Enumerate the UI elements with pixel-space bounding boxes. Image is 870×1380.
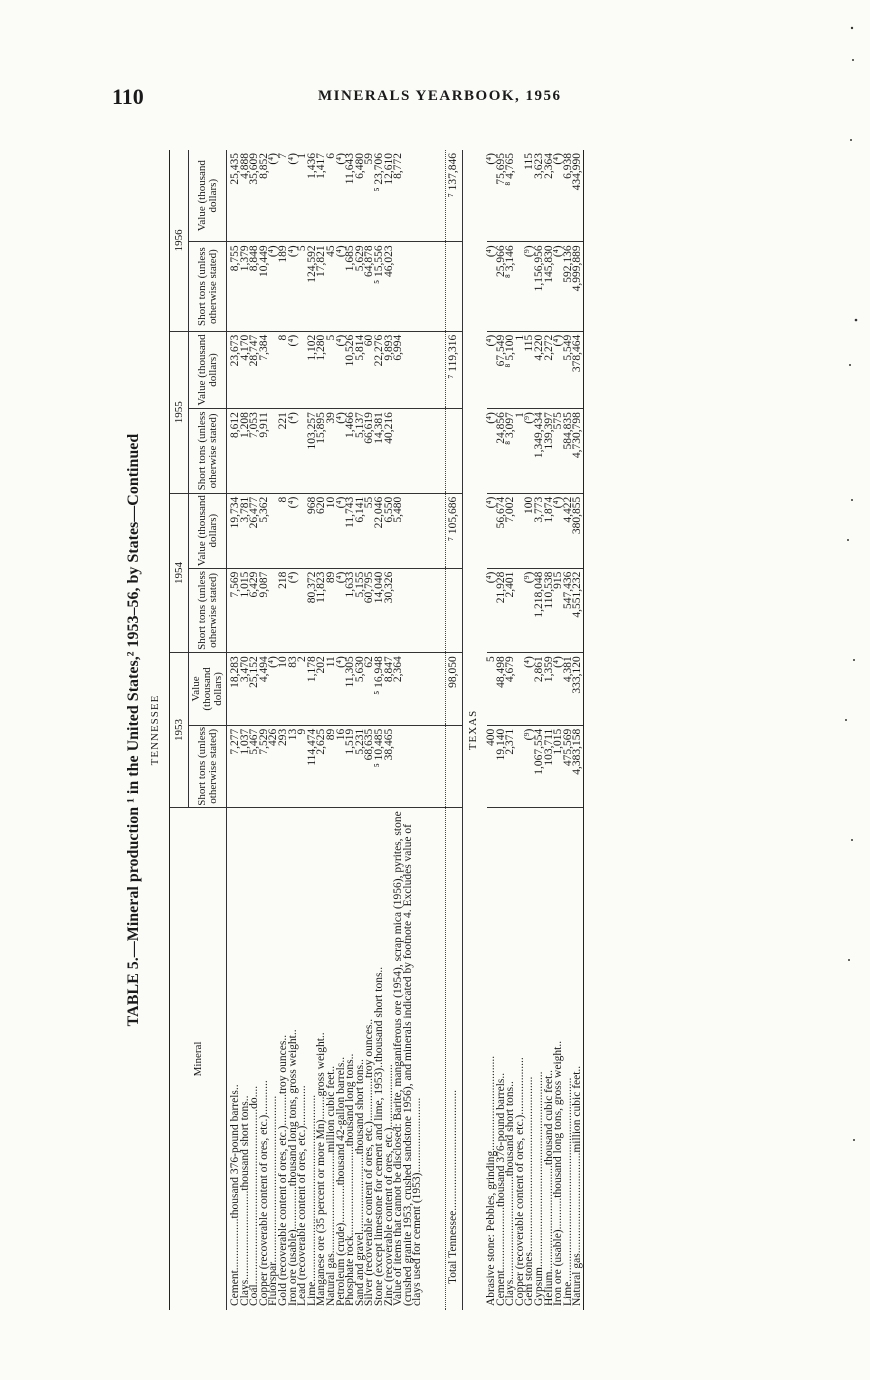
short-tons-cell: 9,911	[260, 409, 270, 494]
value-cell: (⁴)	[337, 653, 347, 726]
mineral-name: Helium.....................................thousand cubic feet..	[542, 1069, 555, 1306]
value-cell: 5	[327, 331, 337, 408]
state-heading-row	[463, 150, 487, 1310]
mineral-name: Gypsum....................................................................	[533, 1071, 546, 1306]
value-cell: 378,464	[573, 331, 583, 408]
value-cell: 7,384	[260, 331, 270, 408]
value-cell: 8,852	[260, 150, 270, 242]
short-tons-cell: 426	[269, 725, 279, 807]
short-tons-cell: 7,277	[227, 725, 241, 807]
value-cell: 10	[279, 653, 289, 726]
short-tons-cell: 4,730,798	[573, 409, 583, 494]
short-tons-cell: (⁴)	[554, 242, 564, 331]
short-tons-cell: 5,467	[250, 725, 260, 807]
value-cell: 115	[525, 331, 535, 408]
value-cell: 1,359	[545, 653, 555, 726]
value-cell: (⁴)	[337, 150, 347, 242]
value-cell: 18,283	[227, 653, 241, 726]
page-number: 110	[112, 84, 144, 109]
short-tons-cell: (⁴)	[487, 242, 497, 331]
value-cell: ⁷ 137,846	[445, 150, 463, 242]
short-tons-cell: 5	[298, 242, 308, 331]
short-tons-cell: 89	[327, 568, 337, 653]
mineral-name: Stone (except limestone for cement and lime, 1953)..thousand short tons..	[372, 966, 385, 1306]
short-tons-cell: 293	[279, 725, 289, 807]
value-cell: 2	[298, 653, 308, 726]
value-cell: 4,494	[260, 653, 270, 726]
mineral-name: Sand and gravel...........................thousand short tons..	[353, 1059, 366, 1306]
short-tons-cell: 39	[327, 409, 337, 494]
short-tons-cell: 17,821	[317, 242, 327, 331]
short-tons-cell: 45	[327, 242, 337, 331]
short-tons-cell: 13	[289, 725, 299, 807]
value-cell: 12,610	[385, 150, 395, 242]
mineral-name: Lime.......................................................................	[561, 1077, 574, 1306]
short-tons-cell	[394, 409, 423, 494]
short-tons-cell: 1,037	[241, 725, 251, 807]
value-cell: (⁴)	[554, 331, 564, 408]
short-tons-cell: 46,023	[385, 242, 395, 331]
short-tons-cell: 8,755	[227, 242, 241, 331]
value-header: Value (thousand dollars)	[189, 331, 227, 408]
mineral-name: Phosphate rock...............................thousand long tons..	[344, 1053, 357, 1306]
value-cell: 4,888	[241, 150, 251, 242]
table-row	[573, 150, 583, 1310]
mineral-name: Lead (recoverable content of ores, etc.)..............	[296, 1085, 309, 1306]
mineral-name: Coal.............................................................do....	[248, 1085, 261, 1306]
short-tons-cell	[445, 725, 463, 807]
value-cell: 6,994	[394, 331, 423, 408]
value-cell: 19,734	[227, 493, 241, 568]
short-tons-cell: 4,383,158	[573, 725, 583, 807]
scan-noise	[838, 20, 860, 1320]
value-cell: 333,120	[573, 653, 583, 726]
value-cell: 1	[516, 331, 526, 408]
value-cell: 2,364	[545, 150, 555, 242]
short-tons-cell: 103,711	[545, 725, 555, 807]
short-tons-cell: 8,612	[227, 409, 241, 494]
short-tons-cell: 1,015	[554, 725, 564, 807]
texas-rows	[463, 150, 584, 1310]
rotated-table-block	[125, 150, 800, 1310]
mineral-name: Natural gas...................................million cubic feet..	[324, 1065, 337, 1306]
value-cell: 3,781	[241, 493, 251, 568]
value-cell: 5,814	[356, 331, 366, 408]
value-cell: 620	[317, 493, 327, 568]
value-cell: 5,480	[394, 493, 423, 568]
short-tons-header: Short tons (unless otherwise stated)	[189, 242, 227, 331]
short-tons-cell: ⁵ 15,556	[375, 242, 385, 331]
mineral-name: Abrasive stone: Pebbles, grinding.................................	[485, 1055, 498, 1306]
value-cell: 1,280	[317, 331, 327, 408]
short-tons-cell: (⁹)	[525, 242, 535, 331]
mineral-name: Copper (recoverable content of ores, etc.)............	[257, 1080, 270, 1306]
value-cell	[269, 493, 279, 568]
spacer-row	[423, 150, 446, 1310]
value-cell: 5,630	[356, 653, 366, 726]
value-cell: 4,220	[535, 331, 545, 408]
mineral-name: Gold (recoverable content of ores, etc.)...........troy ounces..	[276, 1034, 289, 1306]
short-tons-cell: 5,231	[356, 725, 366, 807]
short-tons-cell: 6,429	[250, 568, 260, 653]
value-cell: 11	[327, 653, 337, 726]
value-cell: 23,673	[227, 331, 241, 408]
value-cell: 6,938	[564, 150, 574, 242]
value-cell: 5,549	[564, 331, 574, 408]
value-cell: (⁴)	[487, 150, 497, 242]
running-head: MINERALS YEARBOOK, 1956	[318, 88, 562, 104]
value-cell: 56,674	[497, 493, 507, 568]
value-cell: 2,272	[545, 331, 555, 408]
value-cell: (⁴)	[487, 493, 497, 568]
short-tons-cell: (⁴)	[337, 568, 347, 653]
value-cell: ⁸ 4,765	[506, 150, 516, 242]
value-cell: 115	[525, 150, 535, 242]
value-cell: 55	[365, 493, 375, 568]
short-tons-cell: ⁸ 3,146	[506, 242, 516, 331]
table-row	[394, 150, 423, 1310]
value-cell: 11,305	[346, 653, 356, 726]
short-tons-header: Short tons (unless otherwise stated)	[189, 409, 227, 494]
short-tons-cell: 66,619	[365, 409, 375, 494]
short-tons-cell: 103,257	[308, 409, 318, 494]
mineral-production-table	[169, 150, 584, 1310]
value-cell: 8,847	[385, 653, 395, 726]
value-header: Value (thousand dollars)	[189, 150, 227, 242]
value-cell: 59	[365, 150, 375, 242]
mineral-name: Manganese ore (35 percent or more Mn)........gross weight..	[315, 1032, 328, 1306]
value-cell: 6,141	[356, 493, 366, 568]
value-cell: ⁷ 105,686	[445, 493, 463, 568]
short-tons-cell: 575	[554, 409, 564, 494]
value-cell: 1,417	[317, 150, 327, 242]
value-cell: ⁵ 23,706	[375, 150, 385, 242]
short-tons-cell: 1,633	[346, 568, 356, 653]
value-header: Value (thousand dollars)	[189, 653, 227, 726]
mineral-name: Cement..................thousand 376-pound barrels..	[229, 1084, 241, 1306]
short-tons-cell: (⁴)	[487, 409, 497, 494]
short-tons-cell: 915	[554, 568, 564, 653]
short-tons-cell: 89	[327, 725, 337, 807]
short-tons-cell: 14,040	[375, 568, 385, 653]
value-cell: (⁴)	[289, 493, 299, 568]
mineral-name: Iron ore (usable)...............thousand long tons, gross weight..	[286, 1029, 299, 1306]
value-cell: 3,623	[535, 150, 545, 242]
short-tons-cell: (⁴)	[337, 242, 347, 331]
value-cell: 5	[487, 653, 497, 726]
value-cell: 1,102	[308, 331, 318, 408]
tennessee-rows	[227, 150, 463, 1310]
short-tons-cell: 19,140	[497, 725, 507, 807]
value-cell: 2,861	[535, 653, 545, 726]
table-title: TABLE 5.—Mineral production ¹ in the United States,² 1953–56, by States—Continued	[125, 433, 142, 1027]
value-cell: 1,436	[308, 150, 318, 242]
short-tons-cell: (⁴)	[289, 568, 299, 653]
value-cell: 11,743	[346, 493, 356, 568]
short-tons-cell: 189	[279, 242, 289, 331]
mineral-name: Clays...............................thousand short tons..	[238, 1095, 251, 1306]
short-tons-cell: (⁴)	[289, 409, 299, 494]
value-cell: 35,609	[250, 150, 260, 242]
short-tons-cell: 1,218,048	[535, 568, 545, 653]
value-cell: 10	[327, 493, 337, 568]
short-tons-cell: 60,795	[365, 568, 375, 653]
value-cell: 8	[279, 331, 289, 408]
short-tons-cell: 1,519	[346, 725, 356, 807]
mineral-name: Natural gas...................................million cubic feet..	[573, 807, 583, 1310]
value-cell: 28,747	[250, 331, 260, 408]
short-tons-cell: 5,629	[356, 242, 366, 331]
short-tons-cell: (⁹)	[525, 568, 535, 653]
short-tons-cell: 145,830	[545, 242, 555, 331]
year-header: 1954	[170, 493, 189, 652]
value-cell: (⁴)	[337, 493, 347, 568]
total-row	[445, 150, 463, 1310]
short-tons-cell: ⁵ 10,485	[375, 725, 385, 807]
value-cell: 100	[525, 493, 535, 568]
value-cell: 10,526	[346, 331, 356, 408]
mineral-name: Fluorspar..........................................................	[267, 1095, 280, 1306]
value-cell: 26,477	[250, 493, 260, 568]
short-tons-cell: (⁴)	[487, 568, 497, 653]
value-cell: 1,178	[308, 653, 318, 726]
short-tons-cell: 114,474	[308, 725, 318, 807]
year-header: 1953	[170, 653, 189, 808]
value-cell	[269, 331, 279, 408]
short-tons-cell: 10,449	[260, 242, 270, 331]
short-tons-cell	[445, 409, 463, 494]
short-tons-cell: 110,538	[545, 568, 555, 653]
short-tons-cell: (⁴)	[289, 242, 299, 331]
short-tons-cell: 221	[279, 409, 289, 494]
short-tons-cell: 5,155	[356, 568, 366, 653]
value-cell: (⁴)	[487, 331, 497, 408]
short-tons-cell: 9	[298, 725, 308, 807]
value-cell: 11,643	[346, 150, 356, 242]
value-cell: 380,855	[573, 493, 583, 568]
short-tons-cell: 9,087	[260, 568, 270, 653]
value-cell: 1	[298, 150, 308, 242]
short-tons-cell: 4,999,889	[573, 242, 583, 331]
short-tons-cell: 2,625	[317, 725, 327, 807]
short-tons-cell: 80,372	[308, 568, 318, 653]
mineral-name: Gem stones.............................................................	[523, 1076, 536, 1306]
value-cell: (⁴)	[554, 493, 564, 568]
short-tons-cell: 218	[279, 568, 289, 653]
value-cell: 4,679	[506, 653, 516, 726]
short-tons-cell: 40,216	[385, 409, 395, 494]
value-cell: 7,002	[506, 493, 516, 568]
value-cell: 3,470	[241, 653, 251, 726]
short-tons-cell: 4,551,232	[573, 568, 583, 653]
mineral-name: Lime.................................................................	[305, 1094, 318, 1306]
mineral-name: Clays....................................thousand short tons..	[504, 1081, 517, 1306]
short-tons-cell: 1,015	[241, 568, 251, 653]
short-tons-cell: 592,136	[564, 242, 574, 331]
short-tons-cell: ⁸ 3,097	[506, 409, 516, 494]
short-tons-cell: 68,635	[365, 725, 375, 807]
short-tons-cell: 1,208	[241, 409, 251, 494]
mineral-column-header: Mineral	[170, 807, 227, 1310]
short-tons-cell: (⁹)	[525, 725, 535, 807]
short-tons-cell	[445, 568, 463, 653]
value-cell: 6,550	[385, 493, 395, 568]
short-tons-cell: 7,053	[250, 409, 260, 494]
value-cell: (⁴)	[337, 331, 347, 408]
short-tons-cell: (⁴)	[337, 409, 347, 494]
short-tons-cell: 25,966	[497, 242, 507, 331]
short-tons-cell: 38,465	[385, 725, 395, 807]
short-tons-cell: 8,848	[250, 242, 260, 331]
value-cell: 8,772	[394, 150, 423, 242]
short-tons-cell	[394, 242, 423, 331]
value-cell: 968	[308, 493, 318, 568]
value-cell: (⁴)	[269, 150, 279, 242]
value-cell: (⁴)	[289, 331, 299, 408]
short-tons-cell: 64,878	[365, 242, 375, 331]
short-tons-cell: 1,349,434	[535, 409, 545, 494]
mineral-name: Silver (recoverable content of ores, etc.)...............troy ounces..	[363, 1018, 376, 1306]
value-cell: 4,170	[241, 331, 251, 408]
value-cell: 98,050	[445, 653, 463, 726]
short-tons-cell: 2,401	[506, 568, 516, 653]
mineral-name: Total Tennessee..........................................	[445, 807, 463, 1310]
short-tons-cell: 15,895	[317, 409, 327, 494]
value-cell: (⁴)	[554, 150, 564, 242]
mineral-name: Cement......................thousand 376-pound barrels..	[494, 1072, 507, 1306]
short-tons-cell: 124,592	[308, 242, 318, 331]
value-cell: 6,480	[356, 150, 366, 242]
short-tons-cell: 547,436	[564, 568, 574, 653]
year-header: 1955	[170, 331, 189, 493]
short-tons-cell: (⁴)	[269, 242, 279, 331]
value-cell: 1,874	[545, 493, 555, 568]
short-tons-cell: 400	[487, 725, 497, 807]
short-tons-cell: 11,823	[317, 568, 327, 653]
mineral-name: Zinc (recoverable content of ores, etc.)......................	[382, 1064, 395, 1306]
short-tons-cell: 1,067,554	[535, 725, 545, 807]
state-heading-texas: TEXAS	[463, 150, 487, 1310]
short-tons-cell: 5,137	[356, 409, 366, 494]
short-tons-cell: 475,569	[564, 725, 574, 807]
value-cell: 9,893	[385, 331, 395, 408]
value-cell: 5,362	[260, 493, 270, 568]
short-tons-header: Short tons (unless otherwise stated)	[189, 568, 227, 653]
short-tons-cell: 1	[516, 409, 526, 494]
value-cell: (⁴)	[289, 150, 299, 242]
short-tons-cell: 21,928	[497, 568, 507, 653]
short-tons-cell: 7,529	[260, 725, 270, 807]
value-cell: 48,498	[497, 653, 507, 726]
value-cell: 62	[365, 653, 375, 726]
mineral-name: Value of items that cannot be disclosed: Barite, manganiferous ore (1954), scrap mica (1956), pyrites, stone (crushed granite 1953, crushed sandstone 1956), and minerals indicated by footnote 4. Excludes value of clays used for cement (1953)..........................	[392, 811, 424, 1306]
short-tons-cell	[394, 725, 423, 807]
short-tons-cell: 7,569	[227, 568, 241, 653]
value-cell: (⁴)	[269, 653, 279, 726]
short-tons-cell: 14,381	[375, 409, 385, 494]
year-header: 1956	[170, 150, 189, 331]
short-tons-cell: 30,326	[385, 568, 395, 653]
short-tons-cell: 1,466	[346, 409, 356, 494]
value-cell: (⁴)	[554, 653, 564, 726]
value-cell: 22,276	[375, 331, 385, 408]
mineral-name: Iron ore (usable)...........thousand long tons, gross weight..	[552, 1040, 565, 1306]
value-cell: ⁷ 119,316	[445, 331, 463, 408]
value-cell: (⁴)	[525, 653, 535, 726]
short-tons-cell: 24,856	[497, 409, 507, 494]
value-cell: 6	[327, 150, 337, 242]
state-heading-tennessee: TENNESSEE	[149, 694, 161, 766]
value-cell: 434,990	[573, 150, 583, 242]
value-cell: ⁸ 5,100	[506, 331, 516, 408]
value-cell: 8	[279, 493, 289, 568]
short-tons-cell	[394, 568, 423, 653]
value-cell: 83	[289, 653, 299, 726]
mineral-name: Copper (recoverable content of ores, etc.)....................	[513, 1057, 526, 1306]
short-tons-cell: 1,379	[241, 242, 251, 331]
short-tons-cell: 1,685	[346, 242, 356, 331]
value-cell: 4,381	[564, 653, 574, 726]
value-cell: ⁵ 16,948	[375, 653, 385, 726]
mineral-name: Petroleum (crude).............thousand 42-gallon barrels..	[334, 1056, 347, 1306]
value-cell: 75,695	[497, 150, 507, 242]
short-tons-cell	[445, 242, 463, 331]
value-cell: 25,152	[250, 653, 260, 726]
value-cell: 202	[317, 653, 327, 726]
value-cell: 22,046	[375, 493, 385, 568]
short-tons-cell: 2,371	[506, 725, 516, 807]
value-cell: 67,549	[497, 331, 507, 408]
value-cell: 4,422	[564, 493, 574, 568]
short-tons-cell: 584,835	[564, 409, 574, 494]
short-tons-cell: 139,397	[545, 409, 555, 494]
value-header: Value (thousand dollars)	[189, 493, 227, 568]
short-tons-header: Short tons (unless otherwise stated)	[189, 725, 227, 807]
short-tons-cell: 1,156,956	[535, 242, 545, 331]
short-tons-cell: (⁹)	[525, 409, 535, 494]
value-cell: 60	[365, 331, 375, 408]
value-cell: 2,364	[394, 653, 423, 726]
value-cell: 7	[279, 150, 289, 242]
value-cell: 25,435	[227, 150, 241, 242]
short-tons-cell: 16	[337, 725, 347, 807]
value-cell: 3,773	[535, 493, 545, 568]
